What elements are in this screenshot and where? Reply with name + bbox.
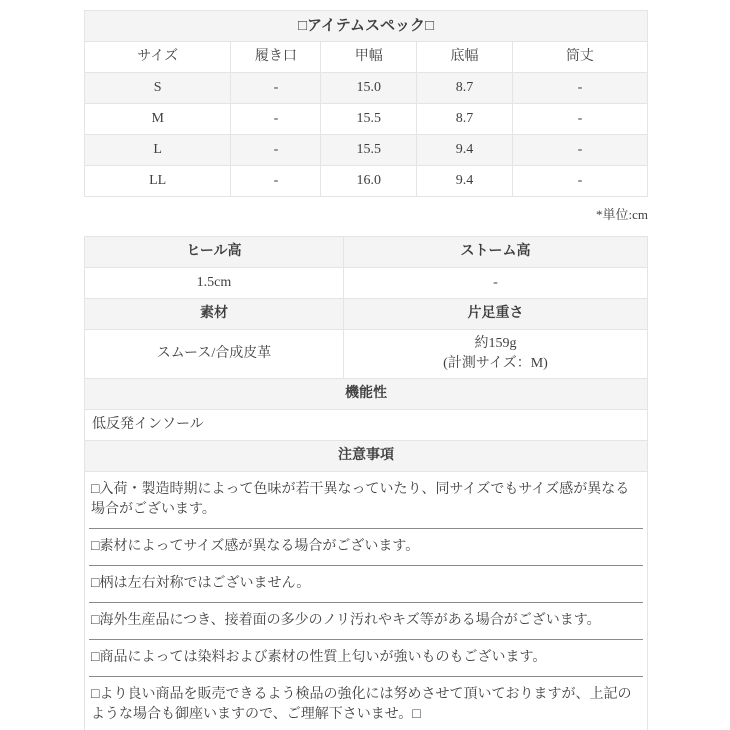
notes-label: 注意事項 [85, 441, 648, 472]
spec-row-s [85, 73, 648, 104]
weight-value [343, 330, 647, 379]
spec-title-row [85, 11, 648, 42]
unit-note: *単位:cm [596, 207, 648, 222]
instep-width-cell: 15.5 [321, 104, 417, 135]
weight-value-line1: 約159g [474, 336, 517, 351]
instep-width-cell: 16.0 [321, 166, 417, 197]
opening-cell: - [231, 166, 321, 197]
weight-label: 片足重さ [343, 299, 647, 330]
item-detail-table [84, 236, 648, 730]
opening-cell: - [231, 135, 321, 166]
heel-height-value: 1.5cm [85, 268, 344, 299]
sole-width-cell: 8.7 [417, 104, 513, 135]
size-cell: LL [85, 166, 231, 197]
sole-width-cell: 9.4 [417, 166, 513, 197]
shaft-height-cell: - [512, 166, 647, 197]
weight-value-line2: (計測サイズ：M) [443, 356, 548, 371]
storm-height-value: - [343, 268, 647, 299]
material-weight-value-row [85, 330, 648, 379]
note-item: □素材によってサイズ感が異なる場合がございます。 [89, 529, 643, 566]
spec-row-l [85, 135, 648, 166]
instep-width-cell: 15.0 [321, 73, 417, 104]
sole-width-cell: 9.4 [417, 135, 513, 166]
material-label: 素材 [85, 299, 344, 330]
opening-cell: - [231, 73, 321, 104]
material-weight-header-row [85, 299, 648, 330]
storm-height-label: ストーム高 [343, 237, 647, 268]
spec-row-ll [85, 166, 648, 197]
shaft-height-cell: - [512, 73, 647, 104]
shaft-height-cell: - [512, 135, 647, 166]
functionality-value-row [85, 410, 648, 441]
note-item: □海外生産品につき、接着面の多少のノリ汚れやキズ等がある場合がございます。 [89, 603, 643, 640]
column-header-sole-width: 底幅 [417, 42, 513, 73]
note-item: □柄は左右対称ではございません。 [89, 566, 643, 603]
heel-height-label: ヒール高 [85, 237, 344, 268]
column-header-instep-width: 甲幅 [321, 42, 417, 73]
column-header-shaft-height: 筒丈 [512, 42, 647, 73]
instep-width-cell: 15.5 [321, 135, 417, 166]
note-item: □入荷・製造時期によって色味が若干異なっていたり、同サイズでもサイズ感が異なる場合がございます。 [89, 472, 643, 529]
shaft-height-cell: - [512, 104, 647, 135]
functionality-label: 機能性 [85, 379, 648, 410]
notes-header-row [85, 441, 648, 472]
notes-row [85, 472, 648, 730]
spec-row-m [85, 104, 648, 135]
spec-column-header-row [85, 42, 648, 73]
note-item: □より良い商品を販売できるよう検品の強化には努めさせて頂いておりますが、上記のような場合も御座いますので、ご理解下さいませ。□ [91, 687, 632, 722]
column-header-size: サイズ [85, 42, 231, 73]
notes-list [85, 472, 648, 730]
size-cell: S [85, 73, 231, 104]
product-spec-section [84, 10, 648, 730]
material-value: スムース/合成皮革 [85, 330, 344, 379]
column-header-opening: 履き口 [231, 42, 321, 73]
functionality-value: 低反発インソール [85, 410, 648, 441]
item-spec-table [84, 10, 648, 197]
size-cell: L [85, 135, 231, 166]
functionality-header-row [85, 379, 648, 410]
heel-storm-header-row [85, 237, 648, 268]
heel-storm-value-row [85, 268, 648, 299]
sole-width-cell: 8.7 [417, 73, 513, 104]
note-item: □商品によっては染料および素材の性質上匂いが強いものもございます。 [89, 640, 643, 677]
spec-table-title: □アイテムスペック□ [85, 11, 648, 42]
opening-cell: - [231, 104, 321, 135]
size-cell: M [85, 104, 231, 135]
